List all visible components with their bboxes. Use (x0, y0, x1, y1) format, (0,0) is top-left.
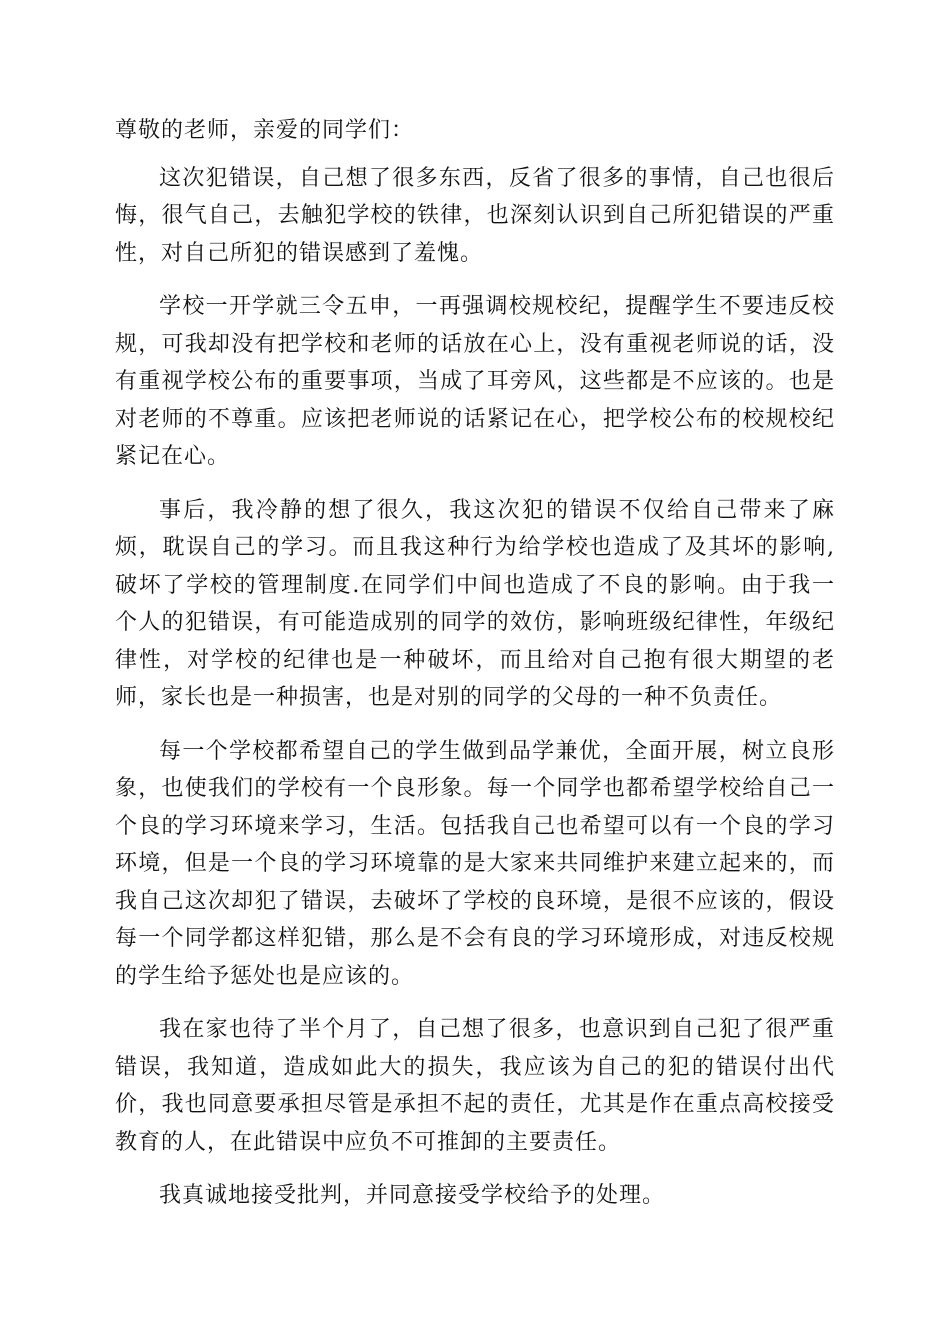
salutation: 尊敬的老师，亲爱的同学们： (115, 118, 415, 143)
letter-body (115, 112, 835, 1231)
paragraph: 我在家也待了半个月了，自己想了很多，也意识到自己犯了很严重错误，我知道，造成如此大的损失，我应该为自己的犯的错误付出代价，我也同意要承担尽管是承担不起的责任，尤其是作在重点高校接受教育的人，在此错误中应负不可推卸的主要责任。 (115, 1017, 835, 1155)
paragraph: 学校一开学就三令五申，一再强调校规校纪，提醒学生不要违反校规，可我却没有把学校和老师的话放在心上，没有重视老师说的话，没有重视学校公布的重要事项，当成了耳旁风，这些都是不应该的。也是对老师的不尊重。应该把老师说的话紧记在心，把学校公布的校规校纪紧记在心。 (115, 294, 835, 469)
paragraph: 事后，我冷静的想了很久，我这次犯的错误不仅给自己带来了麻烦，耽误自己的学习。而且我这种行为给学校也造成了及其坏的影响,破坏了学校的管理制度.在同学们中间也造成了不良的影响。由于我一个人的犯错误，有可能造成别的同学的效仿，影响班级纪律性，年级纪律性，对学校的纪律也是一种破坏，而且给对自己抱有很大期望的老师，家长也是一种损害，也是对别的同学的父母的一种不负责任。 (115, 497, 835, 710)
paragraph: 这次犯错误，自己想了很多东西，反省了很多的事情，自己也很后悔，很气自己，去触犯学校的铁律，也深刻认识到自己所犯错误的严重性，对自己所犯的错误感到了羞愧。 (115, 165, 835, 266)
paragraph: 每一个学校都希望自己的学生做到品学兼优，全面开展，树立良形象，也使我们的学校有一个良形象。每一个同学也都希望学校给自己一个良的学习环境来学习，生活。包括我自己也希望可以有一个良的学习环境，但是一个良的学习环境靠的是大家来共同维护来建立起来的，而我自己这次却犯了错误，去破坏了学校的良环境，是很不应该的，假设每一个同学都这样犯错，那么是不会有良的学习环境形成，对违反校规的学生给予惩处也是应该的。 (115, 738, 835, 989)
paragraph: 我真诚地接受批判，并同意接受学校给予的处理。 (159, 1183, 666, 1208)
